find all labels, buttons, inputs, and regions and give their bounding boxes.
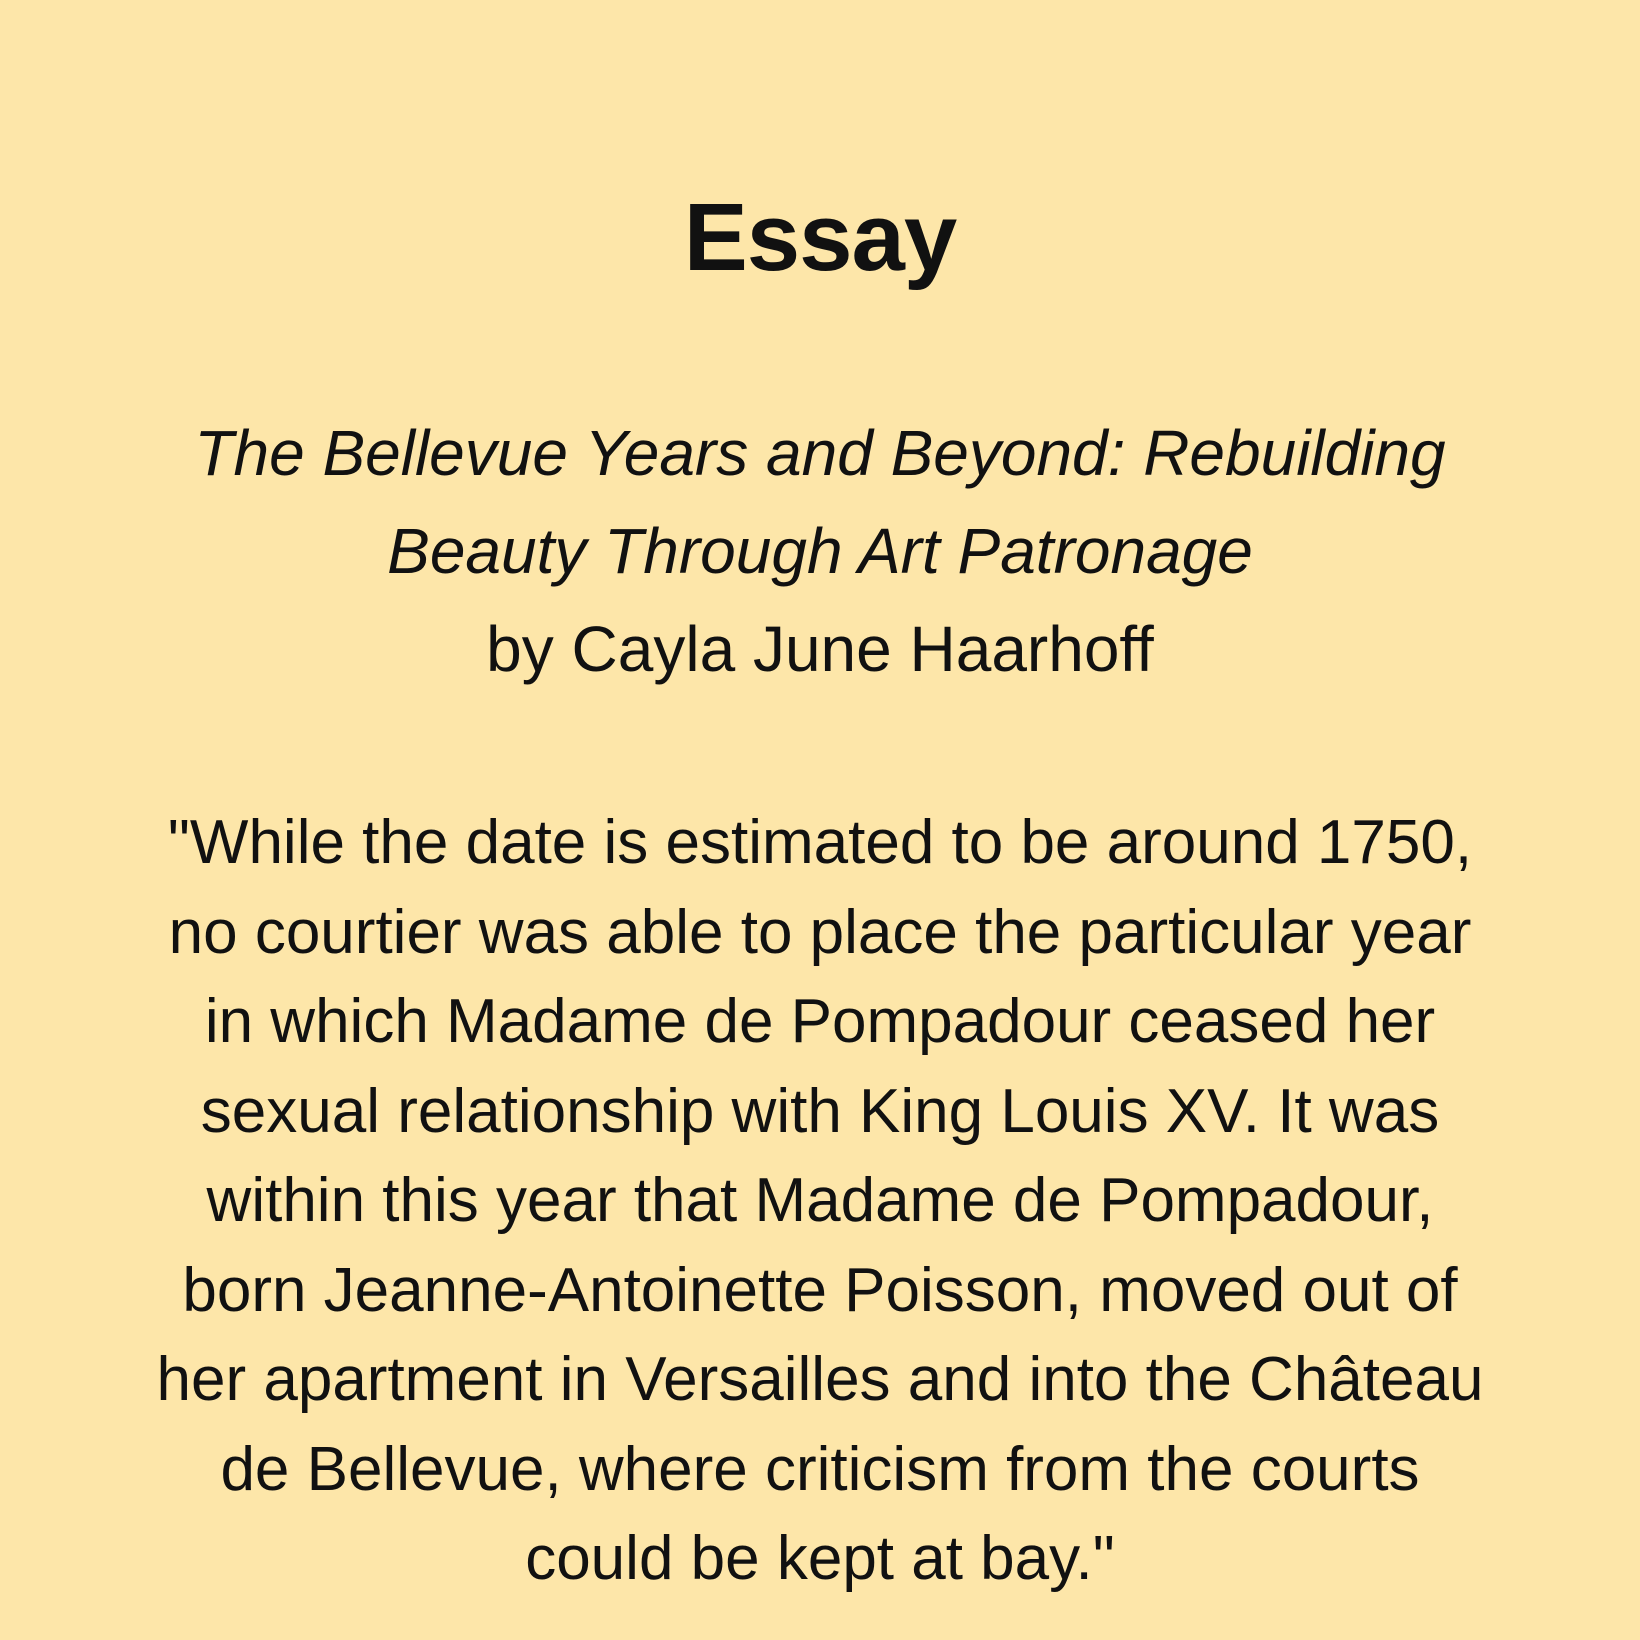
quote-line: "While the date is estimated to be around 1750, xyxy=(167,808,1473,877)
quote-line: her apartment in Versailles and into the Château xyxy=(156,1345,1484,1414)
essay-title-block xyxy=(100,404,1540,698)
quote-line: born Jeanne-Antoinette Poisson, moved out of xyxy=(182,1255,1458,1325)
essay-title-line: The Bellevue Years and Beyond: Rebuilding xyxy=(194,417,1446,489)
section-heading: Essay xyxy=(683,184,957,291)
quote-line: de Bellevue, where criticism from the courts xyxy=(220,1434,1420,1504)
essay-title-line: Beauty Through Art Patronage xyxy=(387,515,1253,587)
essay-byline: by Cayla June Haarhoff xyxy=(486,613,1154,685)
quote-line: could be kept at bay." xyxy=(525,1524,1115,1593)
quote-line: sexual relationship with King Louis XV. It was xyxy=(200,1076,1440,1146)
essay-quote xyxy=(100,798,1540,1604)
quote-line: no courtier was able to place the particular year xyxy=(168,897,1472,967)
quote-line: within this year that Madame de Pompadour, xyxy=(206,1166,1434,1235)
quote-line: in which Madame de Pompadour ceased her xyxy=(204,987,1436,1056)
